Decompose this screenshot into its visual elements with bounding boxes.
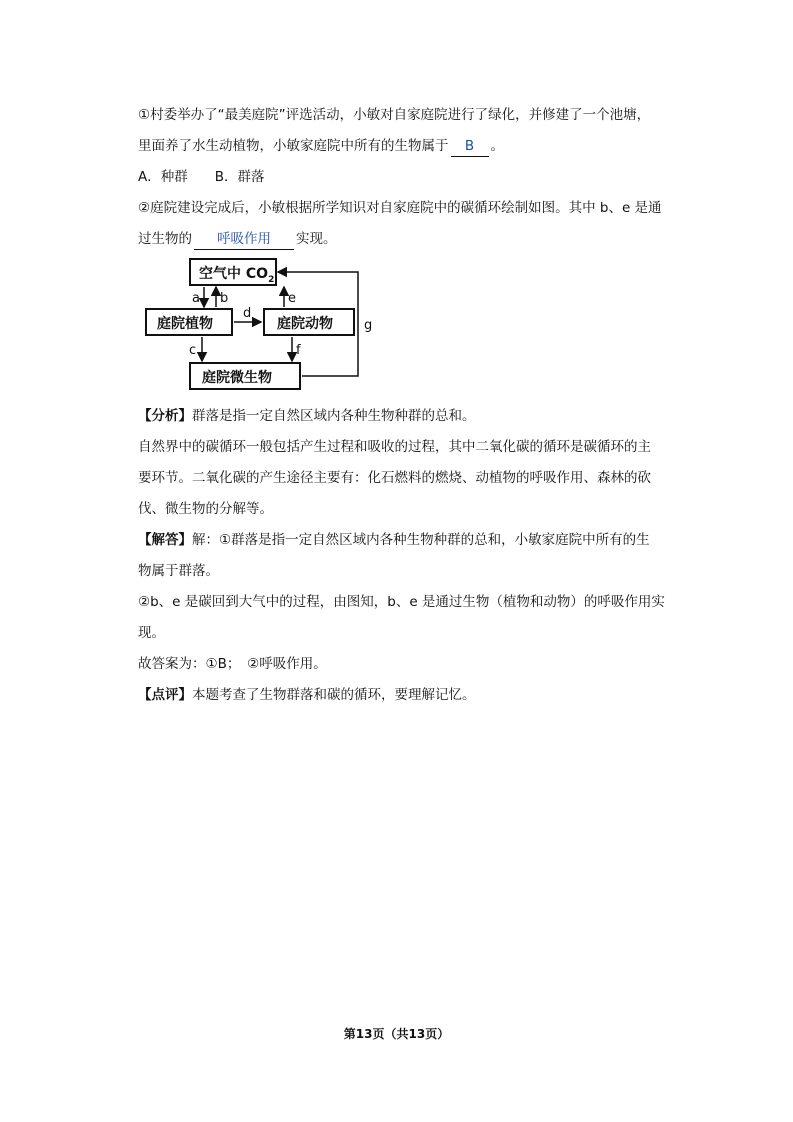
arrow-e-label: e: [288, 291, 296, 306]
answer-blank-1: B: [451, 136, 489, 157]
solution-line-2: 物属于群落。: [138, 563, 219, 579]
solution-line-1: [138, 525, 678, 556]
arrow-b-label: b: [220, 291, 229, 306]
solution-line-5: 故答案为：①B； ②呼吸作用。: [138, 656, 327, 672]
question-options: A．种群 B．群落: [138, 169, 265, 185]
question-line-5-suffix: 实现。: [296, 231, 337, 247]
question-line-2-suffix: 。: [490, 138, 504, 154]
question-line-2: [138, 131, 678, 162]
solution-line-4: 现。: [138, 625, 165, 641]
analysis-line-2: 自然界中的碳循环一般包括产生过程和吸收的过程，其中二氧化碳的循环是碳循环的主: [138, 439, 651, 455]
comment-line-1: [138, 680, 678, 711]
question-line-4: ②庭院建设完成后，小敏根据所学知识对自家庭院中的碳循环绘制如图。其中 b、e 是通: [138, 200, 662, 216]
page-footer: 第13页（共13页）: [343, 1027, 450, 1041]
arrow-f-label: f: [296, 343, 301, 358]
solution-line-3: ②b、e 是碳回到大气中的过程，由图知，b、e 是通过生物（植物和动物）的呼吸作用实: [138, 594, 665, 610]
document-content: [138, 100, 678, 711]
analysis-line-1: [138, 401, 678, 432]
carbon-cycle-svg: [142, 257, 392, 397]
animal-label: 庭院动物: [277, 316, 333, 332]
comment-tag: 【点评】: [138, 687, 192, 703]
air-co2-label: 空气中 $CO_2$: [199, 266, 275, 285]
analysis-line-4: 伐、微生物的分解等。: [138, 501, 273, 517]
analysis-text-1: 群落是指一定自然区域内各种生物种群的总和。: [192, 408, 476, 424]
arrow-c-label: c: [189, 343, 197, 358]
question-line-5: [138, 224, 678, 255]
question-line-1: ①村委举办了“最美庭院”评选活动，小敏对自家庭院进行了绿化，并修建了一个池塘，: [138, 107, 651, 123]
comment-text-1: 本题考查了生物群落和碳的循环，要理解记忆。: [192, 687, 476, 703]
question-line-5-prefix: 过生物的: [138, 231, 192, 247]
microbe-label: 庭院微生物: [202, 370, 272, 386]
question-line-2-prefix: 里面养了水生动植物，小敏家庭院中所有的生物属于: [138, 138, 449, 154]
arrow-d-label: d: [243, 306, 252, 321]
solution-tag: 【解答】: [138, 532, 192, 548]
plant-label: 庭院植物: [157, 316, 213, 332]
solution-text-1: 解：①群落是指一定自然区域内各种生物种群的总和，小敏家庭院中所有的生: [192, 532, 650, 548]
arrow-g-label: g: [364, 318, 373, 333]
arrow-a-label: a: [192, 291, 200, 306]
analysis-tag: 【分析】: [138, 408, 192, 424]
analysis-line-3: 要环节。二氧化碳的产生途径主要有：化石燃料的燃烧、动植物的呼吸作用、森林的砍: [138, 470, 651, 486]
carbon-cycle-diagram: [142, 257, 392, 397]
answer-blank-2: 呼吸作用: [194, 229, 294, 250]
